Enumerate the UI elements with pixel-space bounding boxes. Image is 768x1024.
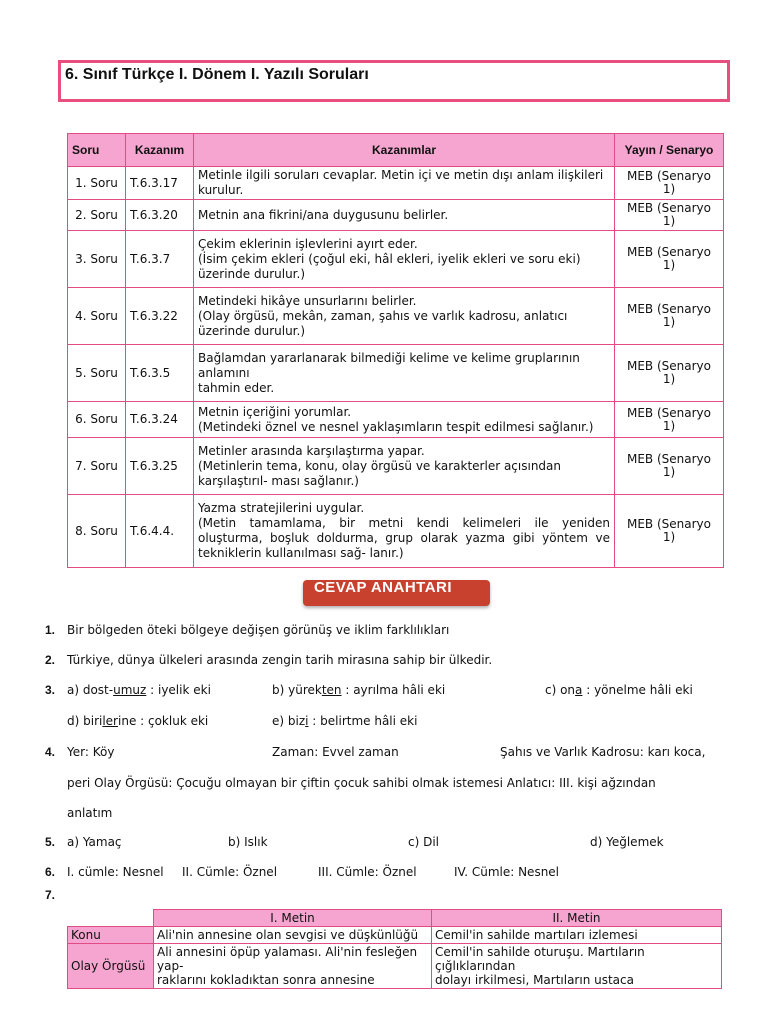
answer-4-sahis: Şahıs ve Varlık Kadrosu: karı koca,: [500, 745, 706, 759]
soru-cell: 1. Soru: [68, 167, 126, 200]
title-box: [58, 60, 730, 102]
kazanim-description-cell: [194, 345, 615, 402]
table-row: [68, 495, 724, 568]
answer-number-7: 7.: [45, 888, 56, 902]
description-line: oluşturma, boşluk doldurma, grup olarak yazma gibi yöntem ve: [198, 531, 610, 545]
answer-5d: d) Yeğlemek: [590, 835, 664, 849]
kazanim-code-cell: T.6.3.22: [126, 288, 194, 345]
description-line: Metnin ana fikrini/ana duygusunu belirler.: [198, 207, 449, 222]
table-header-row: [68, 134, 724, 167]
answer-3b: b) yürekten : ayrılma hâli eki: [272, 683, 446, 697]
kazanim-code-cell: T.6.3.5: [126, 345, 194, 402]
description-line: Metinler arasında karşılaştırma yapar.: [198, 443, 425, 458]
answer-6d: IV. Cümle: Nesnel: [454, 865, 560, 879]
page-title: 6. Sınıf Türkçe I. Dönem I. Yazılı Soruları: [65, 66, 369, 83]
table-row: [68, 345, 724, 402]
kazanim-description-cell: [194, 167, 615, 200]
answer-number-1: 1.: [45, 623, 56, 637]
soru-cell: 3. Soru: [68, 231, 126, 288]
answer-4-olay: peri Olay Örgüsü: Çocuğu olmayan bir çiftin çocuk sahibi olmak istemesi Anlatıcı: III. kişi ağzından: [67, 776, 656, 790]
konu-label: Konu: [68, 927, 154, 944]
description-line: Metinle ilgili soruları cevaplar. Metin içi ve metin dışı anlam ilişkileri: [198, 168, 604, 182]
answer-4-zaman: Zaman: Evvel zaman: [272, 745, 399, 759]
table-row: [68, 231, 724, 288]
answer-number-5: 5.: [45, 835, 56, 849]
kazanim-description-cell: [194, 231, 615, 288]
kazanim-code-cell: T.6.3.24: [126, 402, 194, 438]
answer-5a: a) Yamaç: [67, 835, 122, 849]
answer-6a: I. cümle: Nesnel: [67, 865, 164, 879]
answer-1: Bir bölgeden öteki bölgeye değişen görünüş ve iklim farklılıkları: [67, 623, 450, 637]
yayin-line: 1): [662, 418, 676, 433]
yayin-line: MEB (Senaryo: [627, 201, 711, 215]
answer-2: Türkiye, dünya ülkeleri arasında zengin tarih mirasına sahip bir ülkedir.: [67, 653, 493, 667]
answer-5c: c) Dil: [408, 835, 440, 849]
answer-4-yer: Yer: Köy: [67, 745, 115, 759]
yayin-line: 1): [662, 465, 676, 479]
soru-cell: 8. Soru: [68, 495, 126, 568]
answer-3c: c) ona : yönelme hâli eki: [545, 683, 693, 697]
metin-row-olay: [68, 944, 722, 989]
kazanim-code-cell: T.6.3.17: [126, 167, 194, 200]
description-line: karşılaştırıl- ması sağlanır.): [198, 473, 359, 488]
table-row: [68, 200, 724, 231]
blank-corner-cell: [68, 910, 154, 927]
yayin-line: MEB (Senaryo: [627, 452, 711, 466]
answer-number-2: 2.: [45, 653, 56, 667]
description-line: (Metin tamamlama, bir metni kendi kelimeleri ile yeniden: [198, 516, 610, 530]
soru-cell: 2. Soru: [68, 200, 126, 231]
answer-3a: a) dost-umuz : iyelik eki: [67, 683, 211, 697]
answer-3d: d) birilerine : çokluk eki: [67, 714, 209, 728]
olay-metin-1-line: Ali annesini öpüp yalaması. Ali'nin fesleğen yap-: [157, 945, 418, 973]
kazanim-table: [67, 133, 724, 568]
kazanim-description-cell: [194, 495, 615, 568]
description-line: Metnin içeriğini yorumlar.: [198, 404, 352, 419]
soru-cell: 7. Soru: [68, 438, 126, 495]
description-line: (Olay örgüsü, mekân, zaman, şahıs ve varlık kadrosu, anlatıcı: [198, 308, 568, 323]
yayin-cell: [615, 495, 724, 568]
olay-metin-2-line: dolayı irkilmesi, Martıların ustaca: [435, 973, 634, 987]
table-row: [68, 438, 724, 495]
kazanim-code-cell: T.6.3.25: [126, 438, 194, 495]
yayin-line: 1): [662, 315, 676, 329]
answer-key-label: CEVAP ANAHTARI: [313, 579, 453, 596]
kazanim-description-cell: [194, 200, 615, 231]
yayin-line: MEB (Senaryo: [627, 517, 711, 531]
kazanim-description-cell: [194, 402, 615, 438]
yayin-line: MEB (Senaryo: [627, 405, 711, 420]
metin-row-konu: [68, 927, 722, 944]
header-kazanim: Kazanım: [126, 134, 194, 167]
description-line: üzerinde durulur.): [198, 266, 306, 281]
olay-metin-1-line: raklarını kokladıktan sonra annesine: [157, 973, 375, 987]
metin-comparison-table: [67, 909, 722, 989]
olay-metin-1: [154, 944, 432, 989]
description-line: tahmin eder.: [198, 380, 275, 395]
yayin-line: 1): [662, 182, 676, 196]
yayin-cell: [615, 231, 724, 288]
olay-metin-2-line: Cemil'in sahilde oturuşu. Martıların çığlıklarından: [435, 945, 645, 973]
metin-header-1: I. Metin: [154, 910, 432, 927]
yayin-line: MEB (Senaryo: [627, 245, 711, 259]
answer-number-3: 3.: [45, 683, 56, 697]
description-line: Bağlamdan yararlanarak bilmediği kelime ve kelime gruplarının: [198, 350, 580, 365]
yayin-line: 1): [662, 530, 676, 544]
table-row: [68, 402, 724, 438]
yayin-line: MEB (Senaryo: [627, 169, 711, 183]
yayin-cell: [615, 200, 724, 231]
yayin-cell: [615, 438, 724, 495]
description-line: tekniklerin kullanılması sağ- lanır.): [198, 546, 404, 560]
yayin-cell: [615, 167, 724, 200]
answer-4-anlatim: anlatım: [67, 806, 113, 820]
yayin-line: MEB (Senaryo: [627, 302, 711, 316]
yayin-cell: [615, 288, 724, 345]
answer-number-4: 4.: [45, 745, 56, 759]
table-row: [68, 288, 724, 345]
table-row: [68, 167, 724, 200]
answer-key-banner: [303, 580, 490, 606]
description-line: Metindeki hikâye unsurlarını belirler.: [198, 293, 417, 308]
description-line: üzerinde durulur.): [198, 323, 306, 338]
soru-cell: 6. Soru: [68, 402, 126, 438]
description-line: Yazma stratejilerini uygular.: [198, 501, 365, 515]
soru-cell: 4. Soru: [68, 288, 126, 345]
answer-6c: III. Cümle: Öznel: [318, 865, 417, 879]
answer-3e: e) bizi : belirtme hâli eki: [272, 714, 418, 728]
answer-5b: b) Islık: [228, 835, 268, 849]
yayin-line: MEB (Senaryo: [627, 359, 711, 373]
description-line: (İsim çekim ekleri (çoğul eki, hâl ekleri, iyelik ekleri ve soru eki): [198, 251, 581, 266]
answer-number-6: 6.: [45, 865, 56, 879]
header-soru: Soru: [68, 134, 126, 167]
header-yayin: Yayın / Senaryo: [615, 134, 724, 167]
description-line: Çekim eklerinin işlevlerini ayırt eder.: [198, 236, 418, 251]
konu-metin-2: Cemil'in sahilde martıları izlemesi: [432, 927, 722, 944]
yayin-line: 1): [662, 372, 676, 386]
kazanim-code-cell: T.6.3.7: [126, 231, 194, 288]
kazanim-description-cell: [194, 438, 615, 495]
description-line: anlamını: [198, 365, 250, 380]
yayin-cell: [615, 345, 724, 402]
kazanim-code-cell: T.6.4.4.: [126, 495, 194, 568]
metin-header-2: II. Metin: [432, 910, 722, 927]
description-line: kurulur.: [198, 183, 244, 197]
yayin-line: 1): [662, 214, 676, 228]
soru-cell: 5. Soru: [68, 345, 126, 402]
yayin-cell: [615, 402, 724, 438]
kazanim-code-cell: T.6.3.20: [126, 200, 194, 231]
header-kazanimlar: Kazanımlar: [194, 134, 615, 167]
yayin-line: 1): [662, 258, 676, 272]
metin-header-row: [68, 910, 722, 927]
olay-metin-2: [432, 944, 722, 989]
description-line: (Metinlerin tema, konu, olay örgüsü ve karakterler açısından: [198, 458, 561, 473]
konu-metin-1: Ali'nin annesine olan sevgisi ve düşkünlüğü: [154, 927, 432, 944]
olay-label: Olay Örgüsü: [68, 944, 154, 989]
answer-6b: II. Cümle: Öznel: [182, 865, 278, 879]
description-line: (Metindeki öznel ve nesnel yaklaşımların tespit edilmesi sağlanır.): [198, 419, 594, 434]
kazanim-description-cell: [194, 288, 615, 345]
